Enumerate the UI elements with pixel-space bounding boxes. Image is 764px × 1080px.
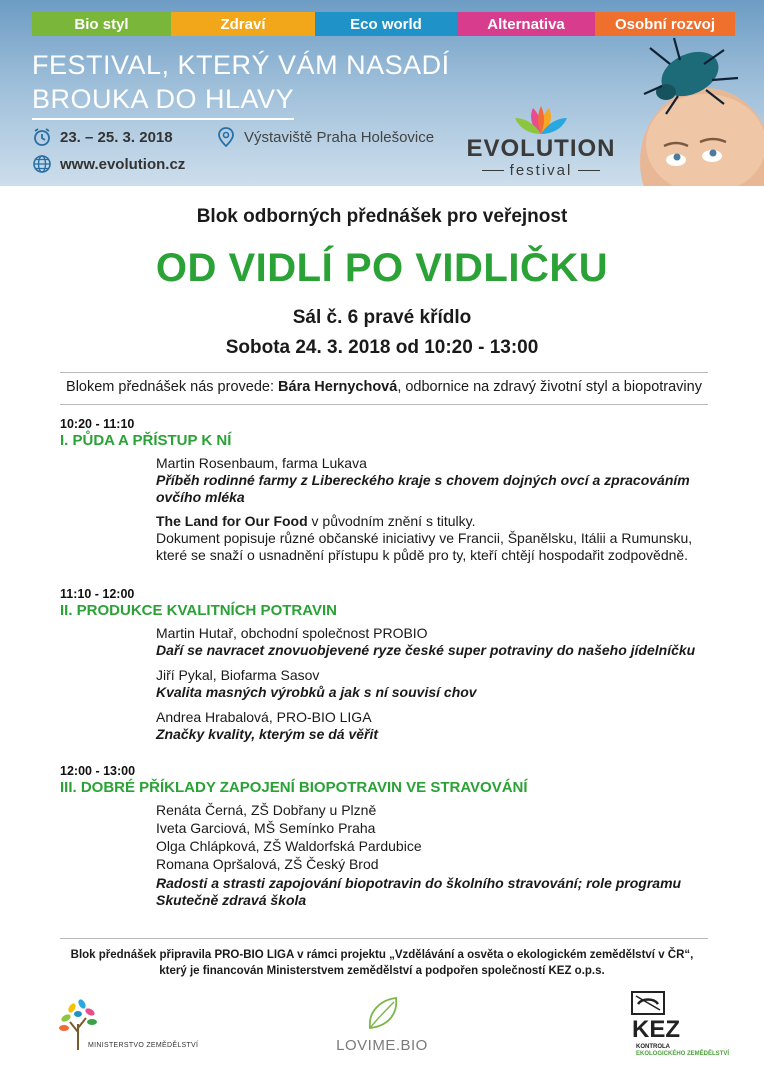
section-2-time: 11:10 - 12:00 [60,587,135,601]
festival-venue [216,127,434,147]
section-2-speaker-2: Jiří Pykal, Biofarma Sasov [156,667,320,683]
leaf-icon [362,996,402,1030]
divider-top [60,372,708,373]
section-1-heading: I. PŮDA A PŘÍSTUP K NÍ [60,432,232,449]
section-3-speaker-2: Iveta Garciová, MŠ Semínko Praha [156,820,376,836]
guide-line [60,379,708,395]
section-3-heading: III. DOBRÉ PŘÍKLADY ZAPOJENÍ BIOPOTRAVIN VE STRAVOVÁNÍ [60,779,528,796]
section-3-time: 12:00 - 13:00 [60,764,136,778]
lovime-logo-text: LOVIME.BIO [336,1037,428,1054]
kez-logo-line-1: KONTROLA [636,1044,670,1050]
festival-title-line2: BROUKA DO HLAVY [32,82,294,120]
tab-zdravi[interactable]: Zdraví [171,12,315,36]
evolution-logo [466,104,616,179]
festival-banner [0,0,764,186]
guide-prefix: Blokem přednášek nás provede: [66,379,279,395]
section-2-talk-2: Kvalita masných výrobků a jak s ní souvisí chov [156,684,477,700]
logo-wordmark: EVOLUTION [466,135,616,162]
section-1-talk-1: Příběh rodinné farmy z Libereckého kraje s chovem dojných ovcí a zpracováním ovčího mléka [156,472,690,505]
dates-text: 23. – 25. 3. 2018 [60,128,173,146]
film-suffix: v původním znění s titulky. [307,513,476,529]
guide-suffix: , odbornice na zdravý životní styl a biopotraviny [397,379,702,395]
footer-note [40,947,724,979]
event-datetime: Sobota 24. 3. 2018 od 10:20 - 13:00 [225,337,539,358]
divider-bottom [60,938,708,939]
section-1-speaker-1: Martin Rosenbaum, farma Lukava [156,455,367,471]
festival-website [32,154,185,174]
logo-ministerstvo-zemedelstvi [56,996,199,1057]
section-2-talk-1: Daří se navracet znovuobjevené ryze české super potraviny do našeho jídelníčku [156,642,696,658]
event-hall: Sál č. 6 pravé křídlo [292,307,472,328]
website-link[interactable]: www.evolution.cz [60,155,186,173]
section-3-speaker-4: Romana Opršalová, ZŠ Český Brod [156,856,379,872]
divider-guide [60,404,708,405]
section-1-time: 10:20 - 11:10 [60,417,135,431]
head-with-beetle-image [620,34,764,186]
kez-logo-line-2: EKOLOGICKÉHO ZEMĚDĚLSTVÍ [636,1051,730,1057]
guide-name: Bára Hernychová [278,379,398,395]
section-1-film-description: Dokument popisuje různé občanské iniciativy ve Francii, Španělsku, Itálii a Rumunsku, které se snaží o usnadnění přístupu k půdě pro ty, kteří chtějí hospodařit zodpovědně. [156,530,693,563]
footer-line-2: který je financován Ministerstvem zemědělství a podpořen společností KEZ o.p.s. [159,965,605,977]
category-tabs [32,12,735,36]
section-2-speaker-3: Andrea Hrabalová, PRO-BIO LIGA [156,709,372,725]
event-subtitle: Blok odborných přednášek pro veřejnost [196,206,568,227]
festival-dates [32,127,173,147]
section-3-speaker-1: Renáta Černá, ZŠ Dobřany u Plzně [156,802,377,818]
film-title: The Land for Our Food [156,513,308,529]
tab-alternativa[interactable]: Alternativa [457,12,595,36]
mze-logo-text: MINISTERSTVO ZEMĚDĚLSTVÍ [88,1042,199,1049]
section-3-speaker-3: Olga Chlápková, ZŠ Waldorfská Pardubice [156,838,422,854]
footer-line-1: Blok přednášek připravila PRO-BIO LIGA v rámci projektu „Vzdělávání a osvěta o ekologickém zemědělství v ČR“, [70,949,694,961]
kez-seal-icon [630,990,666,1016]
section-2-heading: II. PRODUKCE KVALITNÍCH POTRAVIN [60,602,337,619]
globe-icon [32,154,52,174]
section-2-speaker-1: Martin Hutař, obchodní společnost PROBIO [156,625,428,641]
festival-title-line1: FESTIVAL, KTERÝ VÁM NASADÍ [32,50,450,80]
kez-logo-letters: KEZ [632,1016,680,1043]
tab-bio-styl[interactable]: Bio styl [32,12,171,36]
venue-text: Výstaviště Praha Holešovice [244,128,435,146]
section-1-film [156,513,475,530]
festival-title [32,48,450,120]
section-2-talk-3: Značky kvality, kterým se dá věřit [156,726,379,742]
logo-subtitle: festival [466,162,616,179]
lotus-icon [509,104,573,136]
logo-kez [630,990,730,1057]
tab-osobni-rozvoj[interactable]: Osobní rozvoj [595,12,735,36]
logo-lovime-bio [330,996,434,1054]
section-3-talk: Radosti a strasti zapojování biopotravin do školního stravování; role programu Skutečně zdravá škola [156,875,682,908]
tab-eco-world[interactable]: Eco world [315,12,457,36]
clock-icon [32,127,52,147]
event-title: OD VIDLÍ PO VIDLIČKU [155,246,609,290]
location-pin-icon [216,127,236,147]
